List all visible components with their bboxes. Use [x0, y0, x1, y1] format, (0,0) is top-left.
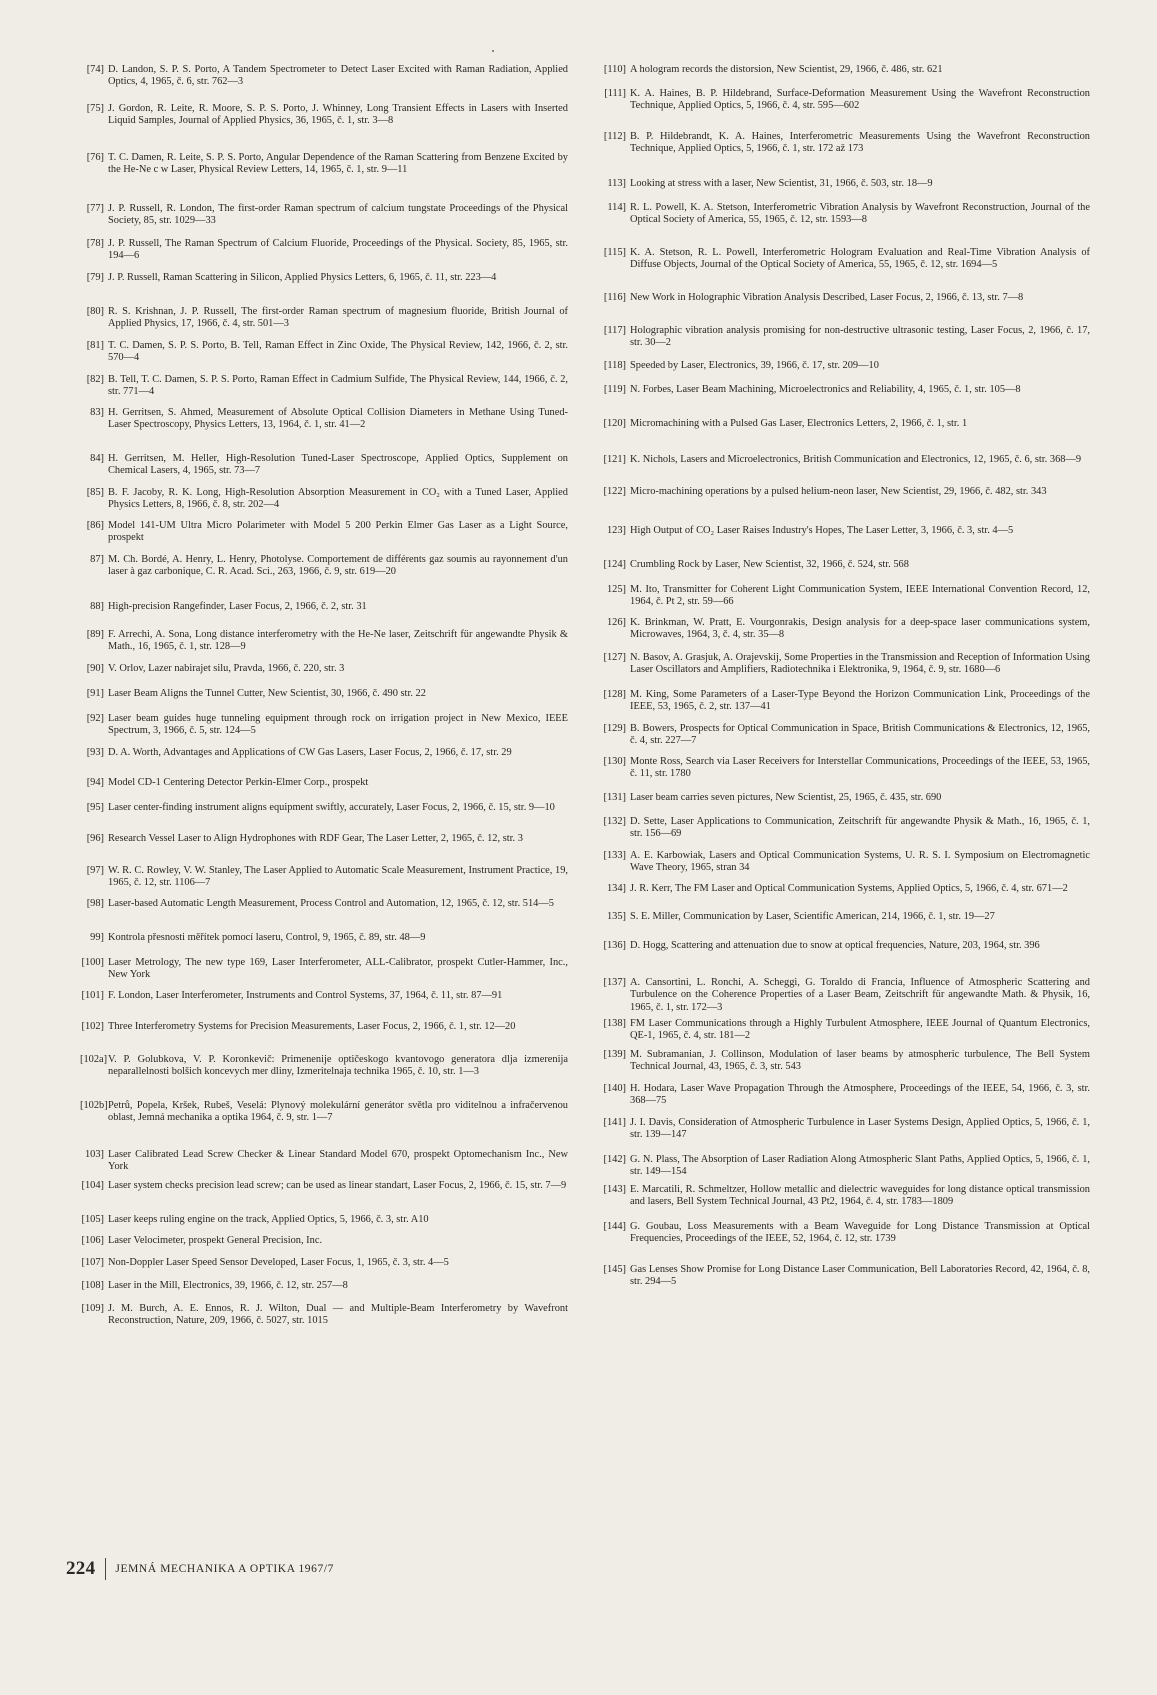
reference-entry	[80, 1214, 568, 1226]
reference-text: FM Laser Communications through a Highly Turbulent Atmosphere, IEEE Journal of Quantum Electronics, QE-1, 1965, č. 4, str. 181—2	[630, 1018, 1090, 1042]
reference-number: [122]	[603, 486, 626, 497]
reference-text: B. Tell, T. C. Damen, S. P. S. Porto, Raman Effect in Cadmium Sulfide, The Physical Review, 144, 1966, č. 2, str. 771—4	[108, 374, 568, 398]
reference-text: A hologram records the distorsion, New Scientist, 29, 1966, č. 486, str. 621	[630, 64, 943, 75]
reference-text: N. Basov, A. Grasjuk, A. Orajevskij, Some Properties in the Transmission and Reception of Information Using Laser Oscillators and Amplifiers, Radiotechnika i Elektronika, 9, 1964, č. 9, str. 1680—6	[630, 652, 1090, 676]
reference-text: Laser beam carries seven pictures, New Scientist, 25, 1965, č. 435, str. 690	[630, 792, 942, 803]
reference-number: [106]	[81, 1235, 104, 1246]
reference-text: H. Hodara, Laser Wave Propagation Through the Atmosphere, Proceedings of the IEEE, 54, 1966, č. 3, str. 368—75	[630, 1083, 1090, 1107]
reference-number: 113]	[607, 178, 626, 189]
reference-text: Laser beam guides huge tunneling equipment through rock on irrigation project in New Mexico, IEEE Spectrum, 3, 1966, č. 5, str. 124—5	[108, 713, 568, 737]
reference-number: [102b]	[80, 1100, 108, 1111]
reference-text: Model 141-UM Ultra Micro Polarimeter with Model 5 200 Perkin Elmer Gas Laser as a Light Source, prospekt	[108, 520, 568, 544]
reference-number: [115]	[603, 247, 626, 258]
reference-number: [130]	[603, 756, 626, 767]
reference-number: [102]	[81, 1021, 104, 1032]
reference-number: [111]	[604, 88, 626, 99]
reference-text: W. R. C. Rowley, V. W. Stanley, The Laser Applied to Automatic Scale Measurement, Instrument Practice, 19, 1965, č. 12, str. 1106—7	[108, 865, 568, 889]
reference-entry	[594, 911, 1090, 923]
reference-text: High Output of CO₂ Laser Raises Industry's Hopes, The Laser Letter, 3, 1966, č. 3, str. 4—5	[630, 525, 1014, 536]
reference-entry	[594, 178, 1090, 190]
reference-entry	[80, 777, 568, 789]
reference-text: D. A. Worth, Advantages and Applications of CW Gas Lasers, Laser Focus, 2, 1966, č. 17, str. 29	[108, 747, 512, 758]
reference-text: J. P. Russell, Raman Scattering in Silicon, Applied Physics Letters, 6, 1965, č. 11, str. 223—4	[108, 272, 497, 283]
reference-entry	[80, 932, 568, 944]
reference-entry	[594, 584, 1090, 609]
reference-entry	[80, 1180, 568, 1192]
reference-entry	[80, 663, 568, 675]
reference-text: Crumbling Rock by Laser, New Scientist, 32, 1966, č. 524, str. 568	[630, 559, 909, 570]
reference-number: [94]	[86, 777, 104, 788]
reference-number: [79]	[86, 272, 104, 283]
reference-number: [131]	[603, 792, 626, 803]
reference-entry	[594, 1184, 1090, 1209]
reference-entry	[80, 520, 568, 545]
reference-text: T. C. Damen, R. Leite, S. P. S. Porto, Angular Dependence of the Raman Scattering from Benzene Excited by the He-Ne c w Laser, Physical Review Letters, 14, 1965, č. 1, str. 9—11	[108, 152, 568, 176]
reference-entry	[594, 883, 1090, 895]
reference-entry	[80, 802, 568, 814]
reference-entry	[594, 1049, 1090, 1074]
reference-entry	[80, 747, 568, 759]
reference-number: [128]	[603, 689, 626, 700]
reference-text: G. N. Plass, The Absorption of Laser Radiation Along Atmospheric Slant Paths, Applied Optics, 5, 1966, č. 1, str. 149—154	[630, 1154, 1090, 1178]
reference-text: Kontrola přesnosti měřítek pomocí laseru, Control, 9, 1965, č. 89, str. 48—9	[108, 932, 426, 943]
reference-number: [85]	[86, 487, 104, 498]
reference-text: K. A. Stetson, R. L. Powell, Interferometric Hologram Evaluation and Real-Time Vibration Analysis of Diffuse Objects, Journal of the Optical Society of America, 55, 1965, č. 12, str. 1694—5	[630, 247, 1090, 271]
reference-text: Looking at stress with a laser, New Scientist, 31, 1966, č. 503, str. 18—9	[630, 178, 933, 189]
reference-text: J. P. Russell, The Raman Spectrum of Calcium Fluoride, Proceedings of the Physical. Society, 85, 1965, str. 194—6	[108, 238, 568, 262]
reference-number: [124]	[603, 559, 626, 570]
reference-number: [133]	[603, 850, 626, 861]
reference-number: [120]	[603, 418, 626, 429]
reference-entry	[80, 990, 568, 1002]
reference-text: Laser Metrology, The new type 169, Laser Interferometer, ALL-Calibrator, prospekt Cutler-Hammer, Inc., New York	[108, 957, 568, 981]
reference-number: 123]	[606, 525, 626, 536]
reference-text: Monte Ross, Search via Laser Receivers for Interstellar Communications, Proceedings of the IEEE, 53, 1965, č. 11, str. 1780	[630, 756, 1090, 780]
reference-entry	[80, 1280, 568, 1292]
reference-entry	[594, 247, 1090, 272]
reference-number: [119]	[603, 384, 626, 395]
reference-entry	[80, 374, 568, 399]
reference-number: [96]	[86, 833, 104, 844]
reference-text: M. Ch. Bordé, A. Henry, L. Henry, Photolyse. Comportement de différents gaz soumis au rayonnement d'un laser à gaz carbonique, C. R. Acad. Sci., 263, 1966, č. 9, str. 619—20	[108, 554, 568, 578]
reference-text: Laser Beam Aligns the Tunnel Cutter, New Scientist, 30, 1966, č. 490 str. 22	[108, 688, 426, 699]
reference-entry	[594, 360, 1090, 372]
reference-number: 84]	[90, 453, 104, 464]
page-footer	[66, 1558, 334, 1580]
reference-entry	[594, 1221, 1090, 1246]
reference-entry	[594, 723, 1090, 748]
reference-number: [95]	[86, 802, 104, 813]
reference-entry	[594, 418, 1090, 430]
reference-entry	[594, 525, 1090, 537]
reference-number: [100]	[81, 957, 104, 968]
reference-number: [141]	[603, 1117, 626, 1128]
footer-divider	[105, 1558, 106, 1580]
reference-text: J. I. Davis, Consideration of Atmospheric Turbulence in Laser Systems Design, Applied Optics, 5, 1966, č. 1, str. 139—147	[630, 1117, 1090, 1141]
reference-entry	[80, 1054, 568, 1079]
reference-text: Laser-based Automatic Length Measurement, Process Control and Automation, 12, 1965, č. 12, str. 514—5	[108, 898, 554, 909]
reference-number: [98]	[86, 898, 104, 909]
reference-number: [105]	[81, 1214, 104, 1225]
reference-text: B. P. Hildebrandt, K. A. Haines, Interferometric Measurements Using the Wavefront Reconstruction Technique, Applied Optics, 5, 1966, č. 1, str. 172 až 173	[630, 131, 1090, 155]
reference-number: 125]	[606, 584, 626, 595]
reference-number: [121]	[603, 454, 626, 465]
reference-entry	[80, 688, 568, 700]
reference-number: [80]	[86, 306, 104, 317]
reference-number: [139]	[603, 1049, 626, 1060]
reference-number: [117]	[603, 325, 626, 336]
reference-number: [132]	[603, 816, 626, 827]
reference-number: [78]	[86, 238, 104, 249]
reference-text: A. E. Karbowiak, Lasers and Optical Communication Systems, U. R. S. I. Symposium on Electromagnetic Wave Theory, 1965, stran 34	[630, 850, 1090, 874]
reference-entry	[594, 88, 1090, 113]
reference-entry	[80, 272, 568, 284]
reference-number: [107]	[81, 1257, 104, 1268]
reference-text: Speeded by Laser, Electronics, 39, 1966, č. 17, str. 209—10	[630, 360, 879, 371]
reference-number: [104]	[81, 1180, 104, 1191]
reference-entry	[594, 292, 1090, 304]
reference-number: 134]	[606, 883, 626, 894]
reference-text: D. Hogg, Scattering and attenuation due to snow at optical frequencies, Nature, 203, 1964, str. 396	[630, 940, 1040, 951]
reference-number: 99]	[90, 932, 104, 943]
reference-number: 114]	[607, 202, 626, 213]
reference-text: H. Gerritsen, S. Ahmed, Measurement of Absolute Optical Collision Diameters in Methane Using Tuned-Laser Spectroscopy, Physics Letters, 13, 1964, č. 1, str. 41—2	[108, 407, 568, 431]
reference-number: [118]	[603, 360, 626, 371]
reference-number: [102a]	[80, 1054, 108, 1065]
reference-entry	[80, 238, 568, 263]
reference-text: Three Interferometry Systems for Precision Measurements, Laser Focus, 2, 1966, č. 1, str. 12—20	[108, 1021, 516, 1032]
reference-text: K. A. Haines, B. P. Hildebrand, Surface-Deformation Measurement Using the Wavefront Reconstruction Technique, Applied Optics, 5, 1966, č. 4, str. 595—602	[630, 88, 1090, 112]
reference-text: R. L. Powell, K. A. Stetson, Interferometric Vibration Analysis by Wavefront Reconstruction, Journal of the Optical Society of America, 55, 1965, č. 12, str. 1593—8	[630, 202, 1090, 226]
reference-number: [142]	[603, 1154, 626, 1165]
reference-text: F. Arrechi, A. Sona, Long distance interferometry with the He-Ne laser, Zeitschrift für angewandte Physik & Math., 16, 1965, č. 1, str. 128—9	[108, 629, 568, 653]
reference-text: Laser system checks precision lead screw; can be used as linear standart, Laser Focus, 2, 1966, č. 15, str. 7—9	[108, 1180, 567, 1191]
reference-text: N. Forbes, Laser Beam Machining, Microelectronics and Reliability, 4, 1965, č. 1, str. 105—8	[630, 384, 1021, 395]
reference-number: 88]	[90, 601, 104, 612]
reference-number: [143]	[603, 1184, 626, 1195]
reference-number: [137]	[603, 977, 626, 988]
reference-entry	[594, 1018, 1090, 1043]
reference-text: V. P. Golubkova, V. P. Koronkevič: Primenenije optičeskogo kvantovogo generatora dlja izmerenija neparallelnosti bolšich koncevych mer dliny, Izmeritelnaja technika 1965, č. 10, str. 1—3	[108, 1054, 568, 1078]
reference-number: [129]	[603, 723, 626, 734]
page-number: 224	[66, 1558, 96, 1579]
reference-text: T. C. Damen, S. P. S. Porto, B. Tell, Raman Effect in Zinc Oxide, The Physical Review, 142, 1966, č. 2, str. 570—4	[108, 340, 568, 364]
reference-number: [116]	[603, 292, 626, 303]
reference-text: S. E. Miller, Communication by Laser, Scientific American, 214, 1966, č. 1, str. 19—27	[630, 911, 995, 922]
reference-number: 83]	[90, 407, 104, 418]
reference-number: [90]	[86, 663, 104, 674]
reference-text: M. Ito, Transmitter for Coherent Light Communication System, IEEE International Convention Record, 12, 1964, č. Pt 2, str. 59—66	[630, 584, 1090, 608]
reference-text: J. Gordon, R. Leite, R. Moore, S. P. S. Porto, J. Whinney, Long Transient Effects in Lasers with Inserted Liquid Samples, Journal of Applied Physics, 36, 1965, č. 1, str. 3—8	[108, 103, 568, 127]
reference-entry	[80, 103, 568, 128]
reference-entry	[80, 601, 568, 613]
reference-entry	[594, 756, 1090, 781]
reference-entry	[594, 131, 1090, 156]
reference-text: K. Nichols, Lasers and Microelectronics, British Communication and Electronics, 12, 1965, č. 6, str. 368—9	[630, 454, 1082, 465]
reference-entry	[594, 850, 1090, 875]
reference-text: Micromachining with a Pulsed Gas Laser, Electronics Letters, 2, 1966, č. 1, str. 1	[630, 418, 968, 429]
reference-text: B. Bowers, Prospects for Optical Communication in Space, British Communications & Electronics, 12, 1965, č. 4, str. 227—7	[630, 723, 1090, 747]
reference-entry	[594, 689, 1090, 714]
reference-entry	[594, 64, 1090, 76]
paper-speck	[492, 50, 494, 52]
reference-text: J. R. Kerr, The FM Laser and Optical Communication Systems, Applied Optics, 5, 1966, č. 4, str. 671—2	[630, 883, 1068, 894]
reference-entry	[594, 325, 1090, 350]
reference-entry	[80, 713, 568, 738]
reference-number: [138]	[603, 1018, 626, 1029]
reference-text: Holographic vibration analysis promising for non-destructive ultrasonic testing, Laser Focus, 2, 1966, č. 17, str. 30—2	[630, 325, 1090, 349]
reference-entry	[594, 792, 1090, 804]
reference-entry	[80, 1257, 568, 1269]
reference-number: [110]	[603, 64, 626, 75]
reference-text: V. Orlov, Lazer nabirajet silu, Pravda, 1966, č. 220, str. 3	[108, 663, 345, 674]
reference-text: M. King, Some Parameters of a Laser-Type Beyond the Horizon Communication Link, Proceedings of the IEEE, 53, 1965, č. 2, str. 137—41	[630, 689, 1090, 713]
reference-number: [97]	[86, 865, 104, 876]
reference-number: [109]	[81, 1303, 104, 1314]
reference-text: D. Landon, S. P. S. Porto, A Tandem Spectrometer to Detect Laser Excited with Raman Radiation, Applied Optics, 4, 1965, č. 6, str. 762—3	[108, 64, 568, 88]
reference-text: M. Subramanian, J. Collinson, Modulation of laser beams by atmospheric turbulence, The Bell System Technical Journal, 43, 1965, č. 3, str. 543	[630, 1049, 1090, 1073]
reference-entry	[80, 1100, 568, 1125]
reference-entry	[594, 1083, 1090, 1108]
reference-number: [82]	[86, 374, 104, 385]
reference-text: Laser center-finding instrument aligns equipment swiftly, accurately, Laser Focus, 2, 1966, č. 15, str. 9—10	[108, 802, 555, 813]
reference-entry	[594, 977, 1090, 1014]
reference-entry	[80, 64, 568, 89]
reference-number: [136]	[603, 940, 626, 951]
reference-text: Laser in the Mill, Electronics, 39, 1966, č. 12, str. 257—8	[108, 1280, 348, 1291]
reference-entry	[594, 816, 1090, 841]
reference-entry	[80, 1021, 568, 1033]
reference-entry	[80, 203, 568, 228]
reference-entry	[80, 306, 568, 331]
reference-text: G. Goubau, Loss Measurements with a Beam Waveguide for Long Distance Transmission at Optical Frequencies, Proceedings of the IEEE, 52, 1964, č. 12, str. 1739	[630, 1221, 1090, 1245]
reference-text: J. P. Russell, R. London, The first-order Raman spectrum of calcium tungstate Proceedings of the Physical Society, 85, str. 1029—33	[108, 203, 568, 227]
reference-entry	[594, 384, 1090, 396]
reference-entry	[594, 486, 1090, 498]
reference-number: [108]	[81, 1280, 104, 1291]
reference-number: 87]	[90, 554, 104, 565]
reference-text: J. M. Burch, A. E. Ennos, R. J. Wilton, Dual — and Multiple-Beam Interferometry by Wavefront Reconstruction, Nature, 209, 1966, č. 5027, str. 1015	[108, 1303, 568, 1327]
reference-text: E. Marcatili, R. Schmeltzer, Hollow metallic and dielectric waveguides for long distance optical transmission and lasers, Bell System Technical Journal, 43 Pt2, 1964, č. 4, str. 1783—1809	[630, 1184, 1090, 1208]
reference-entry	[594, 617, 1090, 642]
reference-entry	[80, 957, 568, 982]
reference-text: F. London, Laser Interferometer, Instruments and Control Systems, 37, 1964, č. 11, str. 87—91	[108, 990, 503, 1001]
reference-text: H. Gerritsen, M. Heller, High-Resolution Tuned-Laser Spectroscope, Applied Optics, Supplement on Chemical Lasers, 4, 1965, str. 73—7	[108, 453, 568, 477]
reference-number: [76]	[86, 152, 104, 163]
reference-entry	[594, 1154, 1090, 1179]
reference-number: 126]	[606, 617, 626, 628]
reference-number: [91]	[86, 688, 104, 699]
reference-text: Laser Calibrated Lead Screw Checker & Linear Standard Model 670, prospekt Optomechanism Inc., New York	[108, 1149, 568, 1173]
reference-text: New Work in Holographic Vibration Analysis Described, Laser Focus, 2, 1966, č. 13, str. 7—8	[630, 292, 1024, 303]
reference-text: Model CD-1 Centering Detector Perkin-Elmer Corp., prospekt	[108, 777, 369, 788]
reference-number: [92]	[86, 713, 104, 724]
reference-entry	[80, 453, 568, 478]
reference-number: [112]	[603, 131, 626, 142]
reference-entry	[80, 898, 568, 910]
reference-number: 103]	[84, 1149, 104, 1160]
reference-text: D. Sette, Laser Applications to Communication, Zeitschrift für angewandte Physik & Math., 16, 1965, č. 1, str. 156—69	[630, 816, 1090, 840]
reference-entry	[80, 487, 568, 512]
reference-number: [75]	[86, 103, 104, 114]
reference-text: B. F. Jacoby, R. K. Long, High-Resolution Absorption Measurement in CO₂ with a Tuned Laser, Applied Physics Letters, 8, 1966, č. 8, str. 202—4	[108, 487, 568, 511]
reference-entry	[594, 1264, 1090, 1289]
reference-number: [101]	[81, 990, 104, 1001]
reference-text: Research Vessel Laser to Align Hydrophones with RDF Gear, The Laser Letter, 2, 1965, č. 12, str. 3	[108, 833, 523, 844]
reference-text: Non-Doppler Laser Speed Sensor Developed, Laser Focus, 1, 1965, č. 3, str. 4—5	[108, 1257, 449, 1268]
reference-entry	[80, 1149, 568, 1174]
reference-number: [145]	[603, 1264, 626, 1275]
reference-entry	[594, 1117, 1090, 1142]
reference-entry	[594, 202, 1090, 227]
reference-text: A. Cansortini, L. Ronchi, A. Scheggi, G. Toraldo di Francia, Influence of Atmospheric Scattering and Turbulence on the Coherence Properties of a Laser Beam, Zeitschrift für angewandte Math. & Physik, 16, 1965, č. 1, str. 172—3	[630, 977, 1090, 1013]
reference-entry	[80, 1235, 568, 1247]
reference-entry	[594, 652, 1090, 677]
reference-text: Laser keeps ruling engine on the track, Applied Optics, 5, 1966, č. 3, str. A10	[108, 1214, 429, 1225]
reference-text: K. Brinkman, W. Pratt, E. Vourgonrakis, Design analysis for a deep-space laser communications system, Microwaves, 1964, 3, č. 4, str. 35—8	[630, 617, 1090, 641]
reference-number: [140]	[603, 1083, 626, 1094]
reference-text: Petrů, Popela, Kršek, Rubeš, Veselá: Plynový molekulární generátor světla pro viditelnou a infračervenou oblast, Jemná mechanika a optika 1964, č. 9, str. 1—7	[108, 1100, 568, 1124]
reference-entry	[80, 340, 568, 365]
reference-text: High-precision Rangefinder, Laser Focus, 2, 1966, č. 2, str. 31	[108, 601, 367, 612]
reference-entry	[80, 833, 568, 845]
reference-text: Gas Lenses Show Promise for Long Distance Laser Communication, Bell Laboratories Record, 42, 1964, č. 8, str. 294—5	[630, 1264, 1090, 1288]
reference-entry	[80, 1303, 568, 1328]
reference-entry	[594, 940, 1090, 952]
reference-text: R. S. Krishnan, J. P. Russell, The first-order Raman spectrum of magnesium fluoride, British Journal of Applied Physics, 17, 1966, č. 4, str. 501—3	[108, 306, 568, 330]
reference-entry	[80, 407, 568, 432]
journal-title: JEMNÁ MECHANIKA A OPTIKA 1967/7	[115, 1563, 334, 1575]
reference-entry	[80, 629, 568, 654]
reference-entry	[80, 554, 568, 579]
reference-number: [77]	[86, 203, 104, 214]
reference-text: Micro-machining operations by a pulsed helium-neon laser, New Scientist, 29, 1966, č. 482, str. 343	[630, 486, 1047, 497]
reference-entry	[80, 865, 568, 890]
reference-entry	[594, 454, 1090, 466]
reference-number: [89]	[86, 629, 104, 640]
reference-number: [74]	[86, 64, 104, 75]
reference-number: [93]	[86, 747, 104, 758]
reference-entry	[594, 559, 1090, 571]
reference-number: [86]	[86, 520, 104, 531]
reference-text: Laser Velocimeter, prospekt General Precision, Inc.	[108, 1235, 323, 1246]
reference-number: [81]	[86, 340, 104, 351]
reference-entry	[80, 152, 568, 177]
reference-number: [144]	[603, 1221, 626, 1232]
reference-number: 135]	[606, 911, 626, 922]
reference-number: [127]	[603, 652, 626, 663]
